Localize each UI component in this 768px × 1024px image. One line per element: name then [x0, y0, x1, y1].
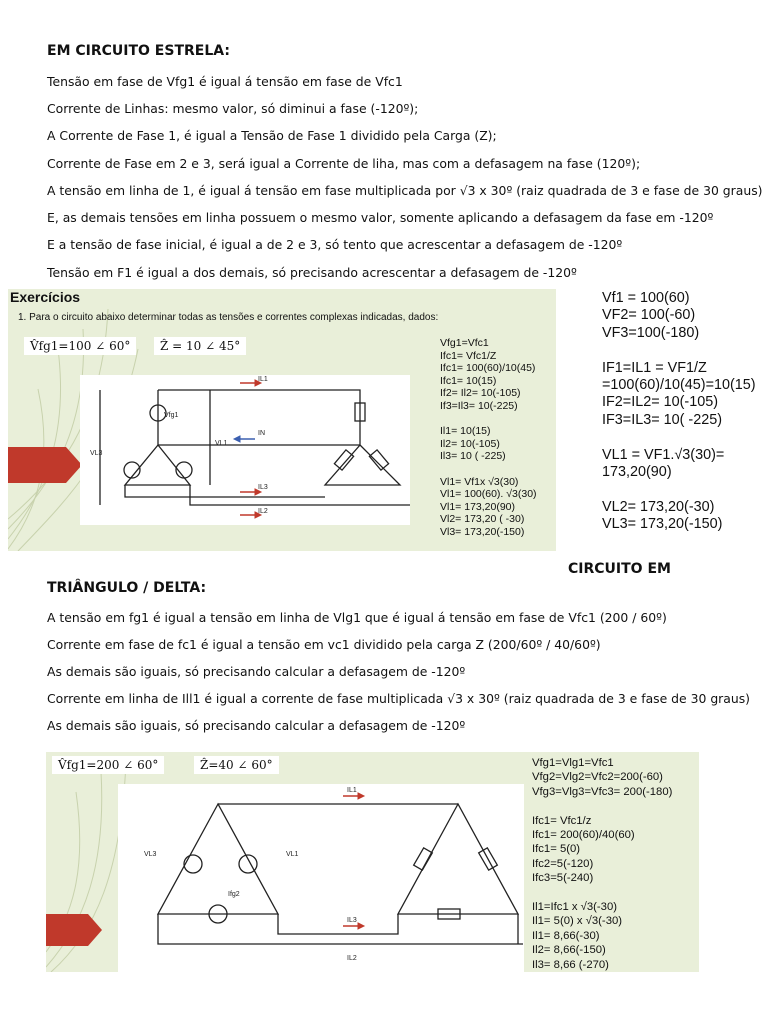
svg-text:VL3: VL3 — [90, 450, 103, 457]
circuit-diagram-star — [80, 375, 410, 525]
given-impedance: Ẑ=40 ∠ 60° — [194, 756, 279, 774]
svg-text:IL3: IL3 — [258, 484, 268, 491]
svg-text:Ifg2: Ifg2 — [228, 891, 240, 898]
section-title-star: EM CIRCUITO ESTRELA: — [47, 43, 230, 59]
text-line: Tensão em fase de Vfg1 é igual á tensão em fase de Vfc1 — [47, 74, 403, 89]
circuit-diagram-delta — [118, 784, 524, 972]
svg-text:IN: IN — [258, 430, 265, 437]
text-line: A tensão em fg1 é igual a tensão em linha de Vlg1 que é igual á tensão em fase de Vfc1 (200 / 60º) — [47, 610, 667, 625]
text-line: Tensão em F1 é igual a dos demais, só precisando acrescentar a defasagem de -120º — [47, 265, 577, 280]
text-line: E, as demais tensões em linha possuem o mesmo valor, somente aplicando a defasagem da fase em -120º — [47, 210, 714, 225]
accent-arrow-shape — [8, 447, 82, 483]
exercise-slide-delta — [46, 752, 699, 972]
svg-text:VL1: VL1 — [215, 440, 228, 447]
slide-notes-star: Vfg1=Vfc1 Ifc1= Vfc1/Z Ifc1= 100(60)/10(45) Ifc1= 10(15) If2= Il2= 10(-105) If3=Il3= 10(-225) Il1= 10(15) Il2= 10(-105) Il3= 10 ( -225) Vl1= Vf1x √3(30) Vl1= 100(60). √3(30) Vl1= 173,20(90) Vl2= 173,20 ( -30) Vl3= 173,20(-150) — [440, 337, 537, 538]
star-circuit-svg — [80, 375, 410, 525]
delta-circuit-svg — [118, 784, 524, 972]
text-line: A tensão em linha de 1, é igual á tensão em fase multiplicada por √3 x 30º (raiz quadrada de 3 e fase de 30 graus) — [47, 183, 763, 198]
svg-text:IL2: IL2 — [258, 508, 268, 515]
given-voltage: V̂fg1=100 ∠ 60° — [24, 337, 136, 355]
slide-heading: Exercícios — [10, 289, 81, 305]
exercise-slide-star — [8, 289, 556, 551]
given-voltage: V̂fg1=200 ∠ 60° — [52, 756, 164, 774]
section-title-delta-b: TRIÂNGULO / DELTA: — [47, 580, 207, 596]
text-line: As demais são iguais, só precisando calcular a defasagem de -120º — [47, 718, 466, 733]
svg-text:IL1: IL1 — [258, 376, 268, 383]
svg-text:Vfg1: Vfg1 — [164, 412, 179, 419]
slide-notes-delta: Vfg1=Vlg1=Vfc1 Vfg2=Vlg2=Vfc2=200(-60) Vfg3=Vlg3=Vfc3= 200(-180) Ifc1= Vfc1/z Ifc1= 200(60)/40(60) Ifc1= 5(0) Ifc2=5(-120) Ifc3=5(-240) Il1=Ifc1 x √3(-30) Il1= 5(0) x √3(-30) Il1= 8,66(-30) Il2= 8,66(-150) Il3= 8,66 (-270) — [532, 757, 673, 971]
text-line: Corrente de Fase em 2 e 3, será igual a Corrente de liha, mas com a defasagem na fase (120º); — [47, 156, 641, 171]
text-line: Corrente de Linhas: mesmo valor, só diminui a fase (-120º); — [47, 101, 419, 116]
svg-text:IL2: IL2 — [347, 955, 357, 962]
star-results-notes: Vf1 = 100(60) VF2= 100(-60) VF3=100(-180) IF1=IL1 = VF1/Z =100(60)/10(45)=10(15) IF2=IL2= 10(-105) IF3=IL3= 10( -225) VL1 = VF1.√3(30)= 173,20(90) VL2= 173,20(-30) VL3= 173,20(-150) — [602, 290, 756, 533]
svg-text:VL1: VL1 — [286, 851, 299, 858]
section-title-delta-a: CIRCUITO EM — [568, 561, 671, 577]
text-line: A Corrente de Fase 1, é igual a Tensão de Fase 1 dividido pela Carga (Z); — [47, 128, 497, 143]
text-line: Corrente em linha de Ill1 é igual a corrente de fase multiplicada √3 x 30º (raiz quadrada de 3 e fase de 30 graus) — [47, 691, 751, 706]
text-line: E a tensão de fase inicial, é igual a de 2 e 3, só tento que acrescentar a defasagem de -120º — [47, 237, 623, 252]
given-impedance: Ẑ = 10 ∠ 45° — [154, 337, 246, 355]
accent-arrow-shape — [46, 914, 102, 946]
svg-text:IL3: IL3 — [347, 917, 357, 924]
svg-text:VL3: VL3 — [144, 851, 157, 858]
svg-text:IL1: IL1 — [347, 787, 357, 794]
text-line: As demais são iguais, só precisando calcular a defasagem de -120º — [47, 664, 466, 679]
text-line: Corrente em fase de fc1 é igual a tensão em vc1 dividido pela carga Z (200/60º / 40/60º) — [47, 637, 601, 652]
slide-question: 1. Para o circuito abaixo determinar todas as tensões e correntes complexas indicadas, dados: — [18, 312, 439, 323]
